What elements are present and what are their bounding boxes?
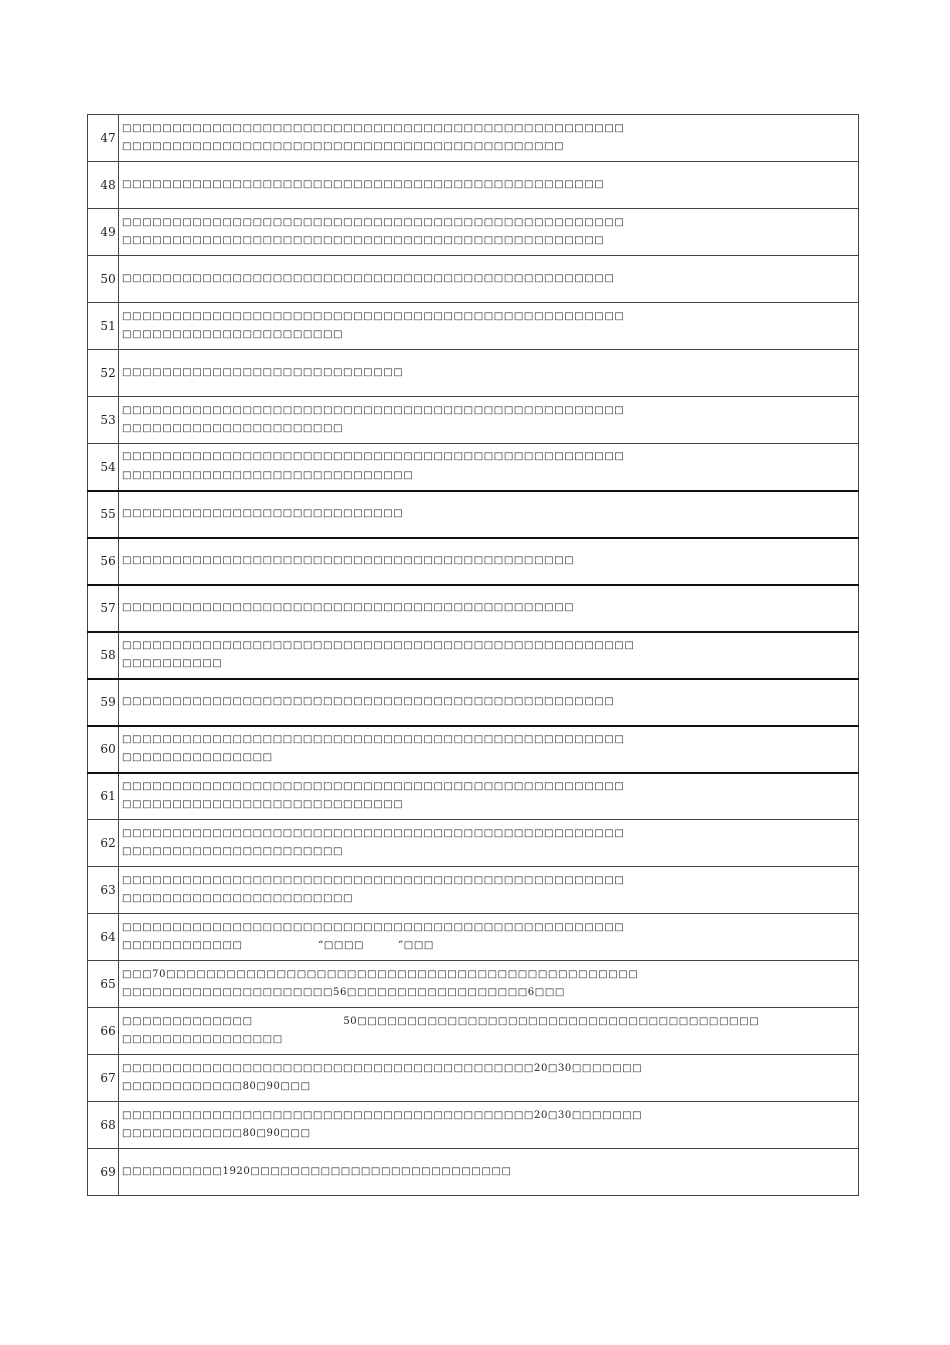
table-row (88, 1055, 859, 1102)
row-text (119, 632, 859, 679)
text-line: □□□□□□□□□□□□□□□□□□□□□□□□□□□□ (122, 799, 404, 811)
table-row (88, 632, 859, 679)
text-line: □□□□□□□□□□□□□□□□□□□□□□□□□□□□□□□□□□□□□□□□□□□□□ (122, 554, 575, 566)
row-number: 60 (88, 726, 119, 773)
row-text (119, 820, 859, 867)
row-number: 69 (88, 1149, 119, 1196)
table-row (88, 679, 859, 726)
row-number: 58 (88, 632, 119, 679)
row-text (119, 867, 859, 914)
table-row (88, 303, 859, 350)
row-number: 66 (88, 1008, 119, 1055)
table-row (88, 585, 859, 632)
row-number: 63 (88, 867, 119, 914)
table-row (88, 256, 859, 303)
row-text (119, 1102, 859, 1149)
text-line: □□□□□□□□□□□□□□□□□□□□□□□□□□□□□□□□□□□□□□□□□□□□□□□□□□ (122, 310, 625, 322)
row-number: 55 (88, 491, 119, 538)
row-text (119, 397, 859, 444)
row-text (119, 209, 859, 256)
text-line: □□□□□□□□□□□□□□□□□□□□□□ (122, 329, 344, 340)
row-number: 54 (88, 444, 119, 491)
row-number: 68 (88, 1102, 119, 1149)
table-row (88, 1149, 859, 1196)
text-line: □□□□□□□□□□□□□□□□□□□□□□□□□□□□□□□□□□□□□□□□□□□□□□□□ (122, 178, 605, 190)
row-text (119, 444, 859, 491)
text-line: □□□□□□□□□□□□□□□□□□□□□□ (122, 846, 344, 857)
row-text (119, 1055, 859, 1102)
row-number: 59 (88, 679, 119, 726)
text-line: □□□□□□□□□□□□80□90□□□ (122, 1081, 311, 1092)
text-line: □□□□□□□□□□□□□□□□□□□□□56□□□□□□□□□□□□□□□□□□6□□□ (122, 987, 565, 998)
row-text (119, 491, 859, 538)
table-row (88, 115, 859, 162)
table-row (88, 961, 859, 1008)
text-line: □□□□□□□□□□□□□□□□ (122, 1034, 283, 1045)
text-line: □□□□□□□□□□□□ “□□□□ ”□□□ (122, 940, 434, 951)
row-number: 57 (88, 585, 119, 632)
row-number: 62 (88, 820, 119, 867)
text-line: □□□□□□□□□□□□□□□□□□□□□□□□□□□□□□□□□□□□□□□□□□□□□□□□□□ (122, 216, 625, 228)
row-number: 47 (88, 115, 119, 162)
table-row (88, 162, 859, 209)
text-line: □□□□□□□□□□□□□□□ (122, 752, 273, 763)
row-number: 52 (88, 350, 119, 397)
document-table (87, 114, 859, 1196)
text-line: □□□□□□□□□□□□□□□□□□□□□□□□□□□□□□□□□□□□□□□□□□□□□□□□□□ (122, 921, 625, 933)
text-line: □□□□□□□□□□□□□□□□□□□□□□□□□□□□□□□□□□□□□□□□□□□□□□□□□□ (122, 827, 625, 839)
row-text (119, 914, 859, 961)
table-row (88, 773, 859, 820)
text-line: □□□□□□□□□□□□□□□□□□□□□□ (122, 423, 344, 434)
row-number: 64 (88, 914, 119, 961)
text-line: □□□□□□□□□□□□□□□□□□□□□□□□□□□□□□□□□□□□□□□□□□□□□□□□ (122, 235, 605, 246)
text-line: □□□□□□□□□□1920□□□□□□□□□□□□□□□□□□□□□□□□□□ (122, 1165, 512, 1177)
row-number: 65 (88, 961, 119, 1008)
row-text (119, 961, 859, 1008)
text-line: □□□□□□□□□□□□□□□□□□□□□□□□□□□□ (122, 366, 404, 378)
row-number: 49 (88, 209, 119, 256)
row-number: 67 (88, 1055, 119, 1102)
table-row (88, 444, 859, 491)
text-line: □□□□□□□□□□□□□□□□□□□□□□□□□□□□□□□□□□□□□□□□□□□□□ (122, 601, 575, 613)
table-row (88, 1102, 859, 1149)
table-row (88, 538, 859, 585)
row-number: 61 (88, 773, 119, 820)
text-line: □□□□□□□□□□□□□□□□□□□□□□□□□□□□ (122, 507, 404, 519)
text-line: □□□□□□□□□□□□□ 50□□□□□□□□□□□□□□□□□□□□□□□□□□□□□□□□□□□□□□□□ (122, 1015, 760, 1027)
table-row (88, 350, 859, 397)
text-line: □□□□□□□□□□□□□□□□□□□□□□□□□□□□□□□□□□□□□□□□□□□□□□□□□ (122, 272, 615, 284)
table-row (88, 867, 859, 914)
text-line: □□□□□□□□□□□□□□□□□□□□□□□□□□□□□□□□□□□□□□□□□20□30□□□□□□□ (122, 1062, 643, 1074)
text-line: □□□□□□□□□□□□□□□□□□□□□□□□□□□□□□□□□□□□□□□□□□□□ (122, 141, 565, 152)
text-line: □□□□□□□□□□□□80□90□□□ (122, 1128, 311, 1139)
text-line: □□□□□□□□□□□□□□□□□□□□□□□□□□□□□□□□□□□□□□□□□□□□□□□□□□ (122, 404, 625, 416)
row-text (119, 679, 859, 726)
table-body (88, 115, 859, 1196)
text-line: □□□□□□□□□□□□□□□□□□□□□□□□□□□□□ (122, 469, 414, 481)
row-text (119, 162, 859, 209)
row-number: 51 (88, 303, 119, 350)
text-line: □□□□□□□□□□□□□□□□□□□□□□□□□□□□□□□□□□□□□□□□□□□□□□□□□□ (122, 874, 625, 886)
row-text (119, 1149, 859, 1196)
text-line: □□□□□□□□□□□□□□□□□□□□□□□□□□□□□□□□□□□□□□□□□□□□□□□□□□ (122, 451, 625, 463)
text-line: □□□□□□□□□□□□□□□□□□□□□□□□□□□□□□□□□□□□□□□□□□□□□□□□□ (122, 695, 615, 707)
row-text (119, 585, 859, 632)
text-line: □□□□□□□□□□□□□□□□□□□□□□□□□□□□□□□□□□□□□□□□□□□□□□□□□□ (122, 122, 625, 134)
table-row (88, 397, 859, 444)
row-text (119, 303, 859, 350)
table-row (88, 1008, 859, 1055)
text-line: □□□□□□□□□□□□□□□□□□□□□□□□□□□□□□□□□□□□□□□□□□□□□□□□□□ (122, 733, 625, 745)
text-line: □□□□□□□□□□ (122, 658, 223, 669)
table-row (88, 914, 859, 961)
row-number: 50 (88, 256, 119, 303)
text-line: □□□□□□□□□□□□□□□□□□□□□□□□□□□□□□□□□□□□□□□□□□□□□□□□□□ (122, 780, 625, 792)
text-line: □□□□□□□□□□□□□□□□□□□□□□□ (122, 893, 354, 904)
row-number: 56 (88, 538, 119, 585)
row-number: 53 (88, 397, 119, 444)
row-number: 48 (88, 162, 119, 209)
row-text (119, 726, 859, 773)
table-row (88, 820, 859, 867)
row-text (119, 538, 859, 585)
table-row (88, 209, 859, 256)
table-row (88, 726, 859, 773)
row-text (119, 773, 859, 820)
table-row (88, 491, 859, 538)
row-text (119, 350, 859, 397)
row-text (119, 1008, 859, 1055)
row-text (119, 256, 859, 303)
text-line: □□□□□□□□□□□□□□□□□□□□□□□□□□□□□□□□□□□□□□□□□20□30□□□□□□□ (122, 1109, 643, 1121)
text-line: □□□70□□□□□□□□□□□□□□□□□□□□□□□□□□□□□□□□□□□□□□□□□□□□□□□ (122, 968, 639, 980)
text-line: □□□□□□□□□□□□□□□□□□□□□□□□□□□□□□□□□□□□□□□□□□□□□□□□□□□ (122, 639, 635, 651)
row-text (119, 115, 859, 162)
